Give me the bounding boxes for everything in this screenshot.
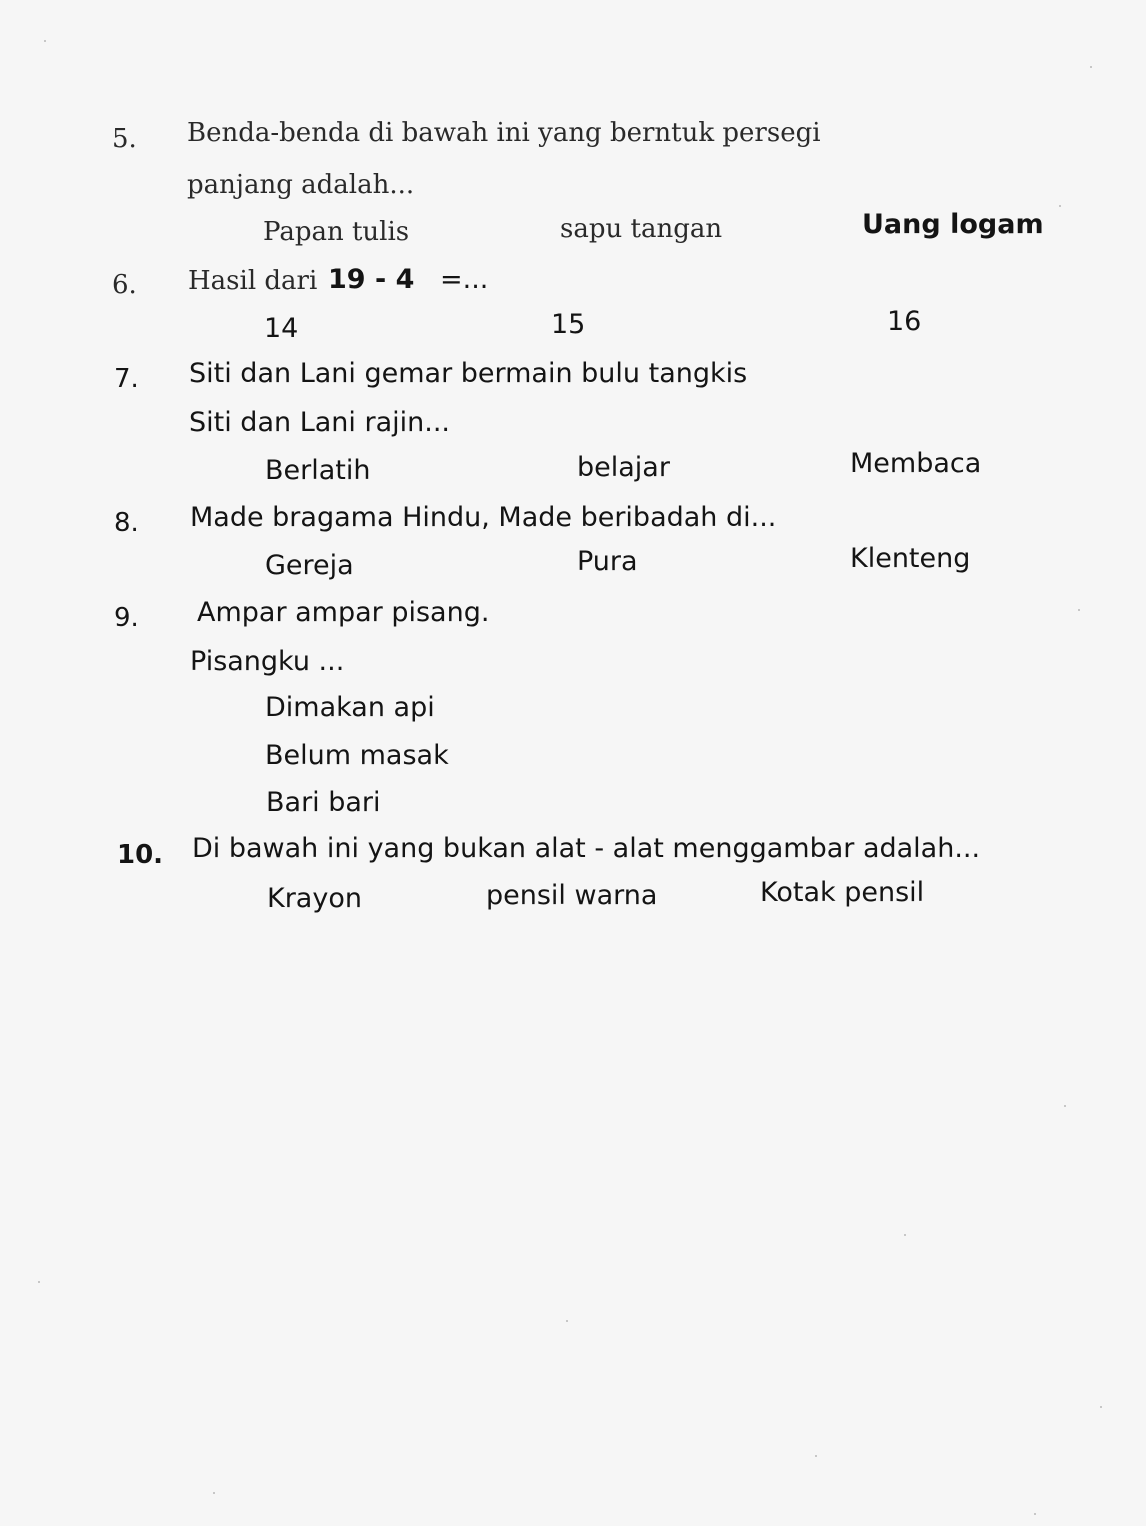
answer-option: Pura — [577, 546, 638, 577]
answer-option: Gereja — [265, 550, 354, 581]
scan-speck — [1090, 66, 1092, 68]
answer-option: 16 — [887, 306, 922, 337]
question-number: 9. — [114, 603, 139, 633]
answer-option: Krayon — [267, 883, 362, 914]
question-number: 8. — [114, 508, 139, 538]
answer-option: Klenteng — [850, 543, 971, 574]
question-number: 6. — [112, 270, 137, 300]
scan-speck — [566, 1320, 568, 1322]
answer-option: Belum masak — [265, 740, 449, 771]
scan-speck — [44, 40, 46, 42]
question-text: Siti dan Lani gemar bermain bulu tangkis — [189, 358, 748, 389]
scan-speck — [1064, 1105, 1066, 1107]
answer-option: Dimakan api — [265, 692, 435, 723]
answer-option: 14 — [264, 313, 299, 344]
question-text: Made bragama Hindu, Made beribadah di... — [190, 502, 777, 533]
scan-speck — [1034, 1513, 1036, 1515]
scan-speck — [904, 1234, 906, 1236]
question-text: Hasil dari — [188, 266, 318, 296]
question-text: panjang adalah... — [187, 170, 415, 200]
answer-option: 15 — [551, 309, 586, 340]
question-number: 10. — [117, 840, 164, 870]
question-number: 5. — [112, 124, 137, 154]
answer-option: Uang logam — [862, 209, 1044, 240]
scan-speck — [38, 1281, 40, 1283]
answer-option: Kotak pensil — [760, 877, 925, 908]
math-expression: 19 - 4 — [328, 264, 415, 295]
answer-option: pensil warna — [486, 880, 658, 911]
question-text: Di bawah ini yang bukan alat - alat menggambar adalah... — [192, 833, 981, 864]
question-text: Siti dan Lani rajin... — [189, 407, 450, 438]
scan-speck — [815, 1455, 817, 1457]
scan-speck — [1078, 609, 1080, 611]
answer-option: Bari bari — [266, 787, 381, 818]
question-text: Ampar ampar pisang. — [197, 597, 490, 628]
question-text: Pisangku ... — [190, 646, 345, 677]
answer-option: sapu tangan — [560, 214, 723, 244]
question-text: Benda-benda di bawah ini yang berntuk persegi — [187, 118, 821, 148]
question-text: =... — [440, 264, 489, 295]
answer-option: Membaca — [850, 448, 982, 479]
question-number: 7. — [114, 364, 139, 394]
scan-speck — [213, 1492, 215, 1494]
scan-speck — [1059, 205, 1061, 207]
scan-speck — [1100, 1406, 1102, 1408]
answer-option: Papan tulis — [263, 217, 410, 247]
answer-option: belajar — [577, 452, 670, 483]
answer-option: Berlatih — [265, 455, 371, 486]
